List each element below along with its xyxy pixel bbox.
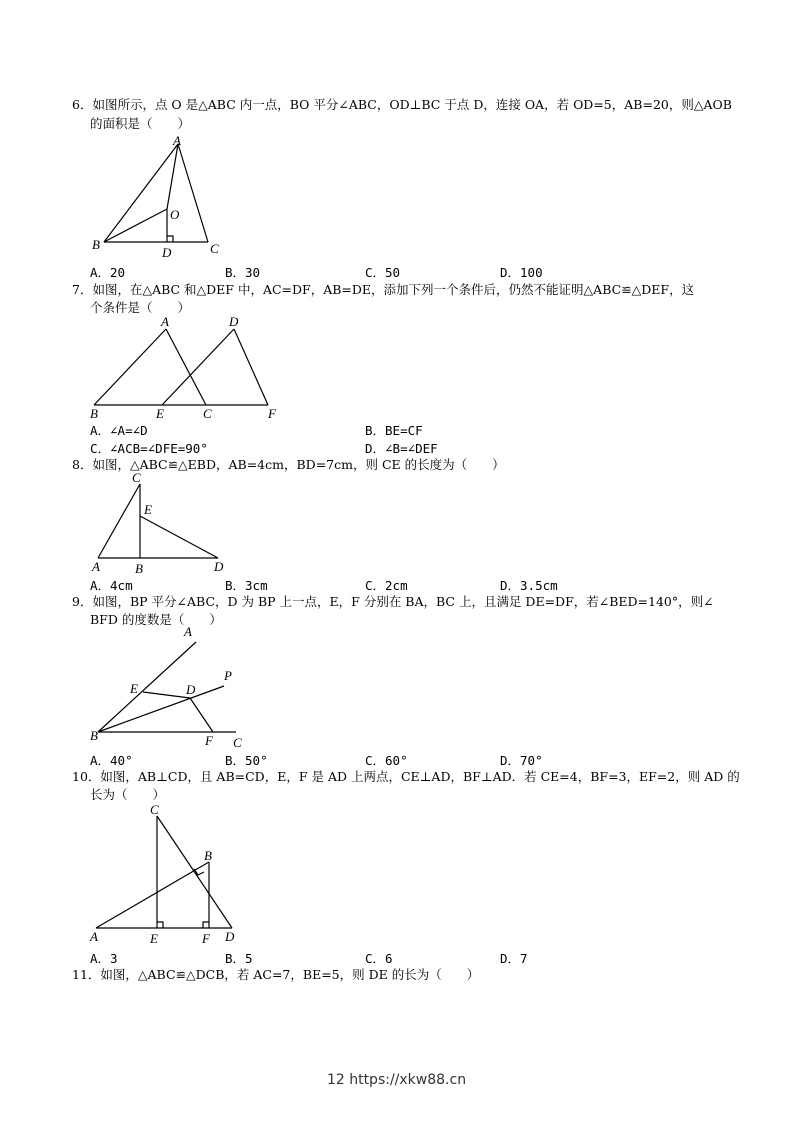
q7-option-d: D．∠B=∠DEF	[365, 441, 438, 456]
q10-label-e: E	[150, 931, 158, 946]
q8-option-d: D．3.5cm	[500, 578, 558, 593]
q10-option-c: C．6	[365, 951, 393, 966]
q7-label-c: C	[203, 406, 212, 421]
q9-segment-ed	[143, 692, 190, 698]
q10-segment-cd	[157, 816, 232, 928]
q10-label-b: B	[204, 848, 212, 863]
q9-label-f: F	[205, 733, 213, 748]
q9-figure	[88, 626, 258, 750]
q10-label-c: C	[150, 802, 159, 817]
q7-side-df	[234, 329, 268, 405]
q10-figure	[86, 802, 246, 946]
q8-label-a: A	[92, 559, 100, 574]
q8-label-c: C	[132, 470, 141, 485]
q6-label-b: B	[92, 237, 100, 252]
q7-text-line2: 个条件是（ ）	[90, 300, 191, 315]
q10-right-angle-e	[157, 922, 163, 928]
q6-label-a: A	[173, 133, 181, 148]
q9-label-c: C	[233, 735, 242, 750]
q8-figure	[88, 472, 238, 577]
q10-text-line2: 长为（ ）	[90, 787, 166, 802]
q10-right-angle-f	[203, 922, 209, 928]
q7-option-a: A．∠A=∠D	[90, 423, 148, 438]
q6-figure	[88, 134, 228, 262]
q7-label-a: A	[161, 314, 169, 329]
q6-label-o: O	[170, 207, 180, 222]
q8-option-b: B．3cm	[225, 578, 268, 593]
q9-ray-ba	[98, 642, 196, 732]
q10-label-f: F	[202, 931, 210, 946]
q8-option-a: A．4cm	[90, 578, 133, 593]
q8-label-d: D	[214, 559, 224, 574]
q8-label-b: B	[135, 561, 143, 576]
q6-label-d: D	[162, 245, 172, 260]
q8-side-ed	[140, 516, 218, 558]
q8-side-ac	[98, 484, 140, 558]
q10-option-a: A．3	[90, 951, 118, 966]
q9-option-d: D．70°	[500, 753, 543, 768]
q6-text-line2: 的面积是（ ）	[90, 116, 191, 131]
q11-text-line1: 11．如图，△ABC≌△DCB，若 AC=7，BE=5，则 DE 的长为（ ）	[72, 967, 480, 982]
q6-option-d: D．100	[500, 265, 543, 280]
q6-option-c: C．50	[365, 265, 401, 280]
q7-option-c: C．∠ACB=∠DFE=90°	[90, 441, 208, 456]
q9-label-b: B	[90, 728, 98, 743]
q6-segment-bo	[104, 209, 167, 242]
q8-label-e: E	[144, 502, 152, 517]
q8-option-c: C．2cm	[365, 578, 408, 593]
q7-option-b: B．BE=CF	[365, 423, 423, 438]
q7-text-line1: 7．如图，在△ABC 和△DEF 中，AC=DF，AB=DE，添加下列一个条件后，仍然不能证明△ABC≌△DEF，这	[72, 282, 695, 297]
q10-option-b: B．5	[225, 951, 253, 966]
q6-option-a: A．20	[90, 265, 126, 280]
q7-label-f: F	[268, 406, 276, 421]
q9-text-line1: 9．如图，BP 平分∠ABC，D 为 BP 上一点，E，F 分别在 BA，BC 上，且满足 DE=DF，若∠BED=140°，则∠	[72, 594, 714, 609]
q6-label-c: C	[210, 241, 219, 256]
q6-text-line1: 6．如图所示，点 O 是△ABC 内一点，BO 平分∠ABC，OD⊥BC 于点 D，连接 OA，若 OD=5，AB=20，则△AOB	[72, 97, 732, 112]
q7-side-ba	[94, 329, 166, 405]
q10-option-d: D．7	[500, 951, 528, 966]
q6-right-angle-mark	[167, 236, 173, 242]
q7-label-d: D	[229, 314, 239, 329]
q7-figure	[88, 314, 288, 422]
q9-ray-bp	[98, 686, 224, 732]
q6-side-ac	[178, 144, 208, 242]
page-footer: 12 https://xkw88.cn	[326, 1072, 467, 1088]
q9-label-a: A	[184, 624, 192, 639]
q9-option-b: B．50°	[225, 753, 268, 768]
q7-label-e: E	[156, 406, 164, 421]
q9-label-d: D	[186, 682, 196, 697]
q9-option-a: A．40°	[90, 753, 133, 768]
q9-text-line2: BFD 的度数是（ ）	[90, 612, 222, 627]
q9-label-e: E	[130, 681, 138, 696]
q10-label-d: D	[225, 929, 235, 944]
q9-label-p: P	[224, 668, 232, 683]
q7-side-ed	[162, 329, 234, 405]
q10-label-a: A	[90, 929, 98, 944]
q10-text-line1: 10．如图，AB⊥CD，且 AB=CD，E，F 是 AD 上两点，CE⊥AD，BF⊥AD．若 CE=4，BF=3，EF=2，则 AD 的	[72, 769, 740, 784]
q10-segment-ab	[96, 862, 209, 928]
q7-label-b: B	[90, 406, 98, 421]
q6-segment-ao	[167, 144, 178, 209]
q9-segment-df	[190, 698, 213, 732]
q9-option-c: C．60°	[365, 753, 408, 768]
q8-text-line1: 8．如图，△ABC≌△EBD，AB=4cm，BD=7cm，则 CE 的长度为（ ）	[72, 457, 505, 472]
q6-option-b: B．30	[225, 265, 261, 280]
